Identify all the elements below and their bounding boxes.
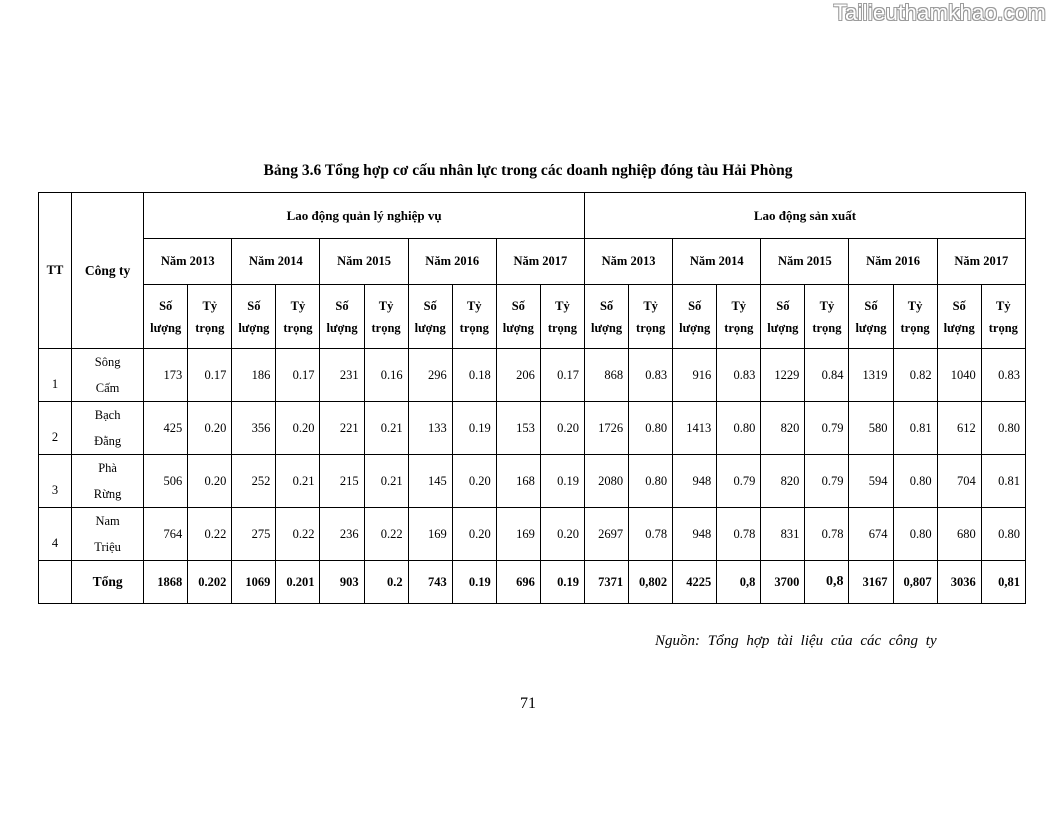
cell-quantity: 820: [761, 402, 805, 455]
cell-ratio: 0.20: [188, 402, 232, 455]
cell-quantity: 425: [144, 402, 188, 455]
cell-quantity: 868: [585, 349, 629, 402]
sub-header-ratio: Tỷ trọng: [276, 285, 320, 349]
cell-ratio: 0.17: [188, 349, 232, 402]
cell-ratio: 0.78: [805, 508, 849, 561]
cell-quantity: 1413: [673, 402, 717, 455]
table-row: [39, 402, 1026, 455]
sub-header-quantity: Số lượng: [849, 285, 893, 349]
cell-ratio: 0.21: [364, 455, 408, 508]
year-header: Năm 2015: [320, 239, 408, 285]
source-note: Nguồn: Tổng hợp tài liệu của các công ty: [655, 633, 937, 649]
sub-header-row: [39, 285, 1026, 349]
table-row: [39, 455, 1026, 508]
sub-header-quantity: Số lượng: [408, 285, 452, 349]
sub-header-quantity: Số lượng: [761, 285, 805, 349]
total-ratio: 0.201: [276, 561, 320, 604]
total-ratio: 0,807: [893, 561, 937, 604]
cell-ratio: 0.22: [188, 508, 232, 561]
table-title: Bảng 3.6 Tổng hợp cơ cấu nhân lực trong các doanh nghiệp đóng tàu Hải Phòng: [263, 162, 793, 179]
cell-ratio: 0.16: [364, 349, 408, 402]
year-header: Năm 2014: [232, 239, 320, 285]
total-ratio: 0,8: [805, 561, 849, 604]
cell-quantity: 820: [761, 455, 805, 508]
sub-header-ratio: Tỷ trọng: [805, 285, 849, 349]
cell-quantity: 680: [937, 508, 981, 561]
cell-ratio: 0.78: [717, 508, 761, 561]
company-name: [72, 402, 144, 455]
total-quantity: 3167: [849, 561, 893, 604]
row-index: 3: [39, 455, 72, 508]
cell-quantity: 169: [408, 508, 452, 561]
cell-ratio: 0.19: [452, 402, 496, 455]
year-header: Năm 2014: [673, 239, 761, 285]
year-header: Năm 2013: [585, 239, 673, 285]
total-ratio: 0,802: [629, 561, 673, 604]
cell-ratio: 0.81: [981, 455, 1025, 508]
cell-ratio: 0.20: [540, 402, 584, 455]
sub-header-quantity: Số lượng: [496, 285, 540, 349]
cell-ratio: 0.80: [981, 402, 1025, 455]
cell-ratio: 0.79: [805, 455, 849, 508]
company-name-line: Đằng: [94, 434, 122, 448]
cell-ratio: 0.81: [893, 402, 937, 455]
cell-quantity: 1726: [585, 402, 629, 455]
cell-quantity: 1319: [849, 349, 893, 402]
company-name-line: Triệu: [94, 540, 121, 554]
cell-quantity: 356: [232, 402, 276, 455]
cell-quantity: 145: [408, 455, 452, 508]
company-name-line: Bạch: [94, 408, 121, 422]
row-index: 4: [39, 508, 72, 561]
cell-ratio: 0.20: [540, 508, 584, 561]
cell-ratio: 0.19: [540, 455, 584, 508]
sub-header-ratio: Tỷ trọng: [981, 285, 1025, 349]
cell-quantity: 296: [408, 349, 452, 402]
cell-quantity: 612: [937, 402, 981, 455]
cell-ratio: 0.21: [364, 402, 408, 455]
cell-quantity: 764: [144, 508, 188, 561]
cell-quantity: 168: [496, 455, 540, 508]
total-index: [39, 561, 72, 604]
cell-ratio: 0.83: [717, 349, 761, 402]
company-name-line: Phà: [98, 461, 117, 475]
sub-header-quantity: Số lượng: [585, 285, 629, 349]
cell-quantity: 916: [673, 349, 717, 402]
cell-quantity: 594: [849, 455, 893, 508]
year-header: Năm 2017: [496, 239, 584, 285]
cell-ratio: 0.22: [276, 508, 320, 561]
sub-header-ratio: Tỷ trọng: [893, 285, 937, 349]
cell-quantity: 231: [320, 349, 364, 402]
sub-header-quantity: Số lượng: [937, 285, 981, 349]
total-quantity: 903: [320, 561, 364, 604]
page-number: 71: [520, 695, 536, 712]
company-name-line: Cấm: [95, 381, 120, 395]
cell-quantity: 2697: [585, 508, 629, 561]
watermark-text: Tailieuthamkhao.com: [833, 0, 1046, 25]
sub-header-quantity: Số lượng: [320, 285, 364, 349]
cell-quantity: 221: [320, 402, 364, 455]
total-quantity: 743: [408, 561, 452, 604]
total-ratio: 0.202: [188, 561, 232, 604]
cell-quantity: 252: [232, 455, 276, 508]
cell-quantity: 275: [232, 508, 276, 561]
row-index: 1: [39, 349, 72, 402]
total-ratio: 0.2: [364, 561, 408, 604]
cell-quantity: 186: [232, 349, 276, 402]
cell-ratio: 0.17: [540, 349, 584, 402]
sub-header-ratio: Tỷ trọng: [717, 285, 761, 349]
cell-ratio: 0.80: [629, 402, 673, 455]
cell-ratio: 0.20: [452, 508, 496, 561]
total-quantity: 1868: [144, 561, 188, 604]
cell-quantity: 236: [320, 508, 364, 561]
cell-ratio: 0.82: [893, 349, 937, 402]
year-header: Năm 2013: [144, 239, 232, 285]
table-body: [39, 349, 1026, 604]
total-quantity: 3036: [937, 561, 981, 604]
total-row: [39, 561, 1026, 604]
sub-header-quantity: Số lượng: [673, 285, 717, 349]
year-header: Năm 2015: [761, 239, 849, 285]
cell-ratio: 0.20: [452, 455, 496, 508]
sub-header-quantity: Số lượng: [232, 285, 276, 349]
sub-header-quantity: Số lượng: [144, 285, 188, 349]
year-header: Năm 2016: [849, 239, 937, 285]
cell-ratio: 0.21: [276, 455, 320, 508]
cell-ratio: 0.18: [452, 349, 496, 402]
cell-quantity: 215: [320, 455, 364, 508]
year-header: Năm 2016: [408, 239, 496, 285]
cell-quantity: 1040: [937, 349, 981, 402]
cell-quantity: 2080: [585, 455, 629, 508]
company-header: Công ty: [72, 193, 144, 349]
cell-quantity: 948: [673, 455, 717, 508]
cell-ratio: 0.20: [188, 455, 232, 508]
company-name-line: Sông: [94, 355, 121, 369]
cell-ratio: 0.80: [717, 402, 761, 455]
company-name: [72, 349, 144, 402]
table-row: [39, 349, 1026, 402]
cell-ratio: 0.79: [717, 455, 761, 508]
sub-header-ratio: Tỷ trọng: [452, 285, 496, 349]
company-name-line: Nam: [95, 514, 120, 528]
sub-header-ratio: Tỷ trọng: [188, 285, 232, 349]
cell-quantity: 153: [496, 402, 540, 455]
year-header: Năm 2017: [937, 239, 1025, 285]
cell-ratio: 0.78: [629, 508, 673, 561]
sub-header-ratio: Tỷ trọng: [629, 285, 673, 349]
cell-quantity: 173: [144, 349, 188, 402]
row-index: 2: [39, 402, 72, 455]
sub-header-ratio: Tỷ trọng: [364, 285, 408, 349]
cell-ratio: 0.79: [805, 402, 849, 455]
cell-ratio: 0.17: [276, 349, 320, 402]
total-label: Tổng: [72, 561, 144, 604]
cell-ratio: 0.80: [629, 455, 673, 508]
cell-quantity: 948: [673, 508, 717, 561]
cell-quantity: 1229: [761, 349, 805, 402]
total-quantity: 4225: [673, 561, 717, 604]
workforce-table: [38, 192, 1026, 604]
cell-quantity: 831: [761, 508, 805, 561]
company-name: [72, 455, 144, 508]
group-production-header: Lao động sản xuất: [585, 193, 1026, 239]
cell-ratio: 0.83: [981, 349, 1025, 402]
cell-quantity: 580: [849, 402, 893, 455]
group-management-header: Lao động quản lý nghiệp vụ: [144, 193, 585, 239]
cell-quantity: 133: [408, 402, 452, 455]
cell-ratio: 0.84: [805, 349, 849, 402]
cell-ratio: 0.80: [981, 508, 1025, 561]
cell-ratio: 0.80: [893, 508, 937, 561]
cell-ratio: 0.83: [629, 349, 673, 402]
company-name-line: Rừng: [93, 487, 122, 501]
company-name: [72, 508, 144, 561]
total-quantity: 7371: [585, 561, 629, 604]
total-ratio: 0,81: [981, 561, 1025, 604]
total-ratio: 0.19: [452, 561, 496, 604]
cell-quantity: 169: [496, 508, 540, 561]
tt-header: TT: [39, 193, 72, 349]
total-ratio: 0.19: [540, 561, 584, 604]
table-row: [39, 508, 1026, 561]
cell-ratio: 0.80: [893, 455, 937, 508]
total-quantity: 3700: [761, 561, 805, 604]
cell-ratio: 0.22: [364, 508, 408, 561]
cell-ratio: 0.20: [276, 402, 320, 455]
cell-quantity: 674: [849, 508, 893, 561]
cell-quantity: 704: [937, 455, 981, 508]
total-quantity: 696: [496, 561, 540, 604]
total-ratio: 0,8: [717, 561, 761, 604]
cell-quantity: 206: [496, 349, 540, 402]
sub-header-ratio: Tỷ trọng: [540, 285, 584, 349]
total-quantity: 1069: [232, 561, 276, 604]
cell-quantity: 506: [144, 455, 188, 508]
